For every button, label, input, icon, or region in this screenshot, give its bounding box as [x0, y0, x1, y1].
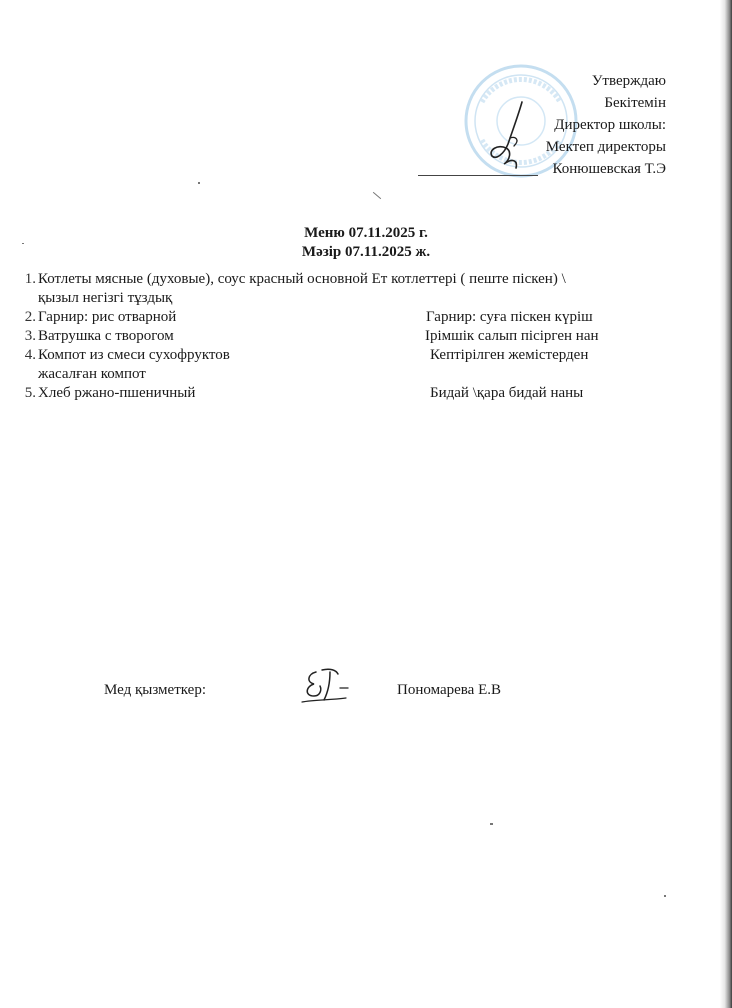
menu-list	[0, 270, 720, 403]
menu-item-number: 3.	[24, 328, 36, 344]
scan-mark	[373, 192, 381, 199]
menu-title-kz: Мәзір 07.11.2025 ж.	[301, 244, 431, 260]
menu-title-ru: Меню 07.11.2025 г.	[304, 225, 428, 241]
menu-item-number: 5.	[24, 385, 36, 401]
medic-signature-icon	[300, 664, 352, 708]
director-signature-line	[418, 175, 538, 176]
scan-mark	[198, 182, 200, 184]
approval-kz: Бекітемін	[604, 95, 666, 111]
director-title-kz: Мектеп директоры	[545, 139, 666, 155]
menu-item	[0, 327, 720, 346]
menu-item-ru: Котлеты мясные (духовые), соус красный основной Ет котлеттері ( пеште піскен) \	[38, 271, 566, 287]
scan-mark	[490, 823, 493, 825]
menu-item-ru: Хлеб ржано-пшеничный	[38, 385, 196, 401]
menu-item	[0, 384, 720, 403]
menu-item-number: 4.	[24, 347, 36, 363]
scan-edge-shadow	[720, 0, 732, 1008]
menu-item-continuation	[0, 289, 720, 308]
menu-item-kz: Ірімшік салып пісірген нан	[425, 328, 599, 344]
menu-item-number: 1.	[24, 271, 36, 287]
director-name: Конюшевская Т.Э	[552, 161, 666, 177]
scan-mark	[22, 243, 24, 244]
menu-item	[0, 308, 720, 327]
menu-item-ru: Компот из смеси сухофруктов	[38, 347, 230, 363]
menu-item	[0, 270, 720, 289]
scan-mark	[664, 895, 666, 897]
medic-name: Пономарева Е.В	[397, 682, 501, 698]
menu-title	[0, 224, 732, 262]
menu-item-number: 2.	[24, 309, 36, 325]
director-title-ru: Директор школы:	[554, 117, 666, 133]
menu-item-kz: Бидай \қара бидай наны	[430, 385, 584, 401]
menu-item-kz-continued: қызыл негізгі тұздық	[38, 290, 173, 306]
menu-item-kz-continued: жасалған компот	[38, 366, 146, 382]
director-signature-icon	[482, 98, 542, 173]
medic-label: Мед қызметкер:	[104, 682, 207, 698]
approval-ru: Утверждаю	[591, 73, 666, 89]
menu-item-ru: Ватрушка с творогом	[38, 328, 174, 344]
approval-block	[546, 70, 666, 180]
menu-item-kz: Гарнир: суға піскен күріш	[426, 309, 593, 325]
menu-item-continuation	[0, 365, 720, 384]
menu-item-ru: Гарнир: рис отварной	[38, 309, 177, 325]
menu-item	[0, 346, 720, 365]
menu-item-kz: Кептірілген жемістерден	[430, 347, 589, 363]
